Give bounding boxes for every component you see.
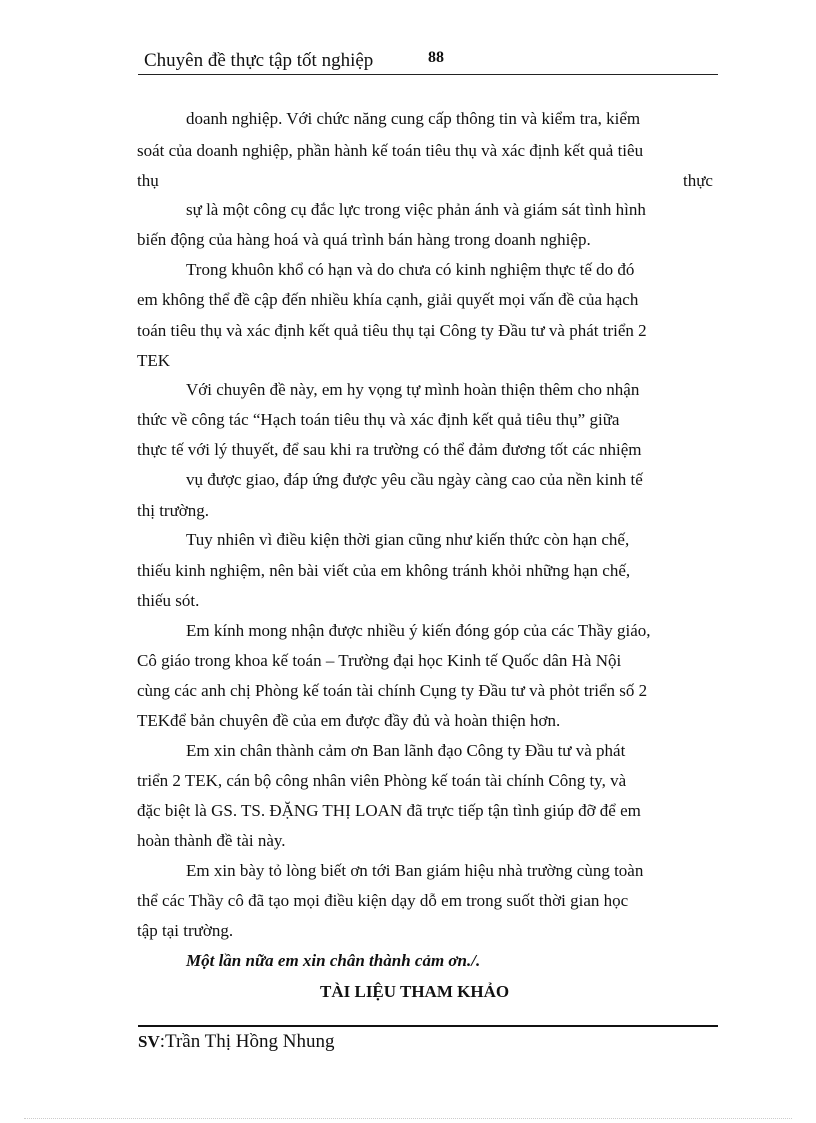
text-line: toán tiêu thụ và xác định kết quả tiêu thụ tại Công ty Đầu tư và phát triển 2 (137, 321, 647, 340)
text-line: thị trường. (137, 501, 210, 520)
page-footer (138, 1031, 334, 1053)
text-line: thiếu sót. (137, 591, 200, 610)
text-line: thực tế với lý thuyết, để sau khi ra trường có thể đảm đương tốt các nhiệm (137, 440, 642, 459)
text-line: biến động của hàng hoá và quá trình bán hàng trong doanh nghiệp. (137, 230, 591, 249)
text-line: hoàn thành đề tài này. (137, 831, 286, 850)
closing-line: Một lần nữa em xin chân thành cảm ơn./. (186, 951, 481, 970)
text-line: thức về công tác “Hạch toán tiêu thụ và xác định kết quả tiêu thụ” giữa (137, 410, 620, 429)
text-line: Với chuyên đề này, em hy vọng tự mình hoàn thiện thêm cho nhận (186, 380, 640, 399)
page-header (138, 48, 718, 75)
text-line: Em kính mong nhận được nhiều ý kiến đóng góp của các Thầy giáo, (186, 621, 651, 640)
text-line: tập tại trường. (137, 921, 234, 940)
text-line: thực (683, 171, 713, 190)
text-line: thiếu kinh nghiệm, nên bài viết của em không tránh khỏi những hạn chế, (137, 561, 631, 580)
text-line: đặc biệt là GS. TS. ĐẶNG THỊ LOAN đã trực tiếp tận tình giúp đỡ để em (137, 801, 641, 820)
page-bottom-edge (24, 1118, 792, 1119)
footer-rule (138, 1025, 718, 1027)
footer-author: :Trần Thị Hồng Nhung (159, 1031, 335, 1052)
text-line: thụ (137, 171, 159, 190)
text-line: cùng các anh chị Phòng kế toán tài chính Cụng ty Đầu tư và phỏt triển số 2 (137, 681, 648, 700)
text-line: em không thể đề cập đến nhiều khía cạnh, giải quyết mọi vấn đề của hạch (137, 290, 639, 309)
text-line: Cô giáo trong khoa kế toán – Trường đại học Kinh tế Quốc dân Hà Nội (137, 651, 622, 670)
text-line: Tuy nhiên vì điều kiện thời gian cũng như kiến thức còn hạn chế, (186, 530, 630, 549)
text-line: sự là một công cụ đắc lực trong việc phản ánh và giám sát tình hình (186, 200, 646, 219)
text-line: doanh nghiệp. Với chức năng cung cấp thông tin và kiểm tra, kiểm (186, 109, 641, 128)
text-line: triển 2 TEK, cán bộ công nhân viên Phòng kế toán tài chính Công ty, và (137, 771, 627, 790)
text-line: Em xin chân thành cảm ơn Ban lãnh đạo Công ty Đầu tư và phát (186, 741, 626, 760)
page-number: 88 (428, 49, 444, 66)
text-line: Em xin bày tỏ lòng biết ơn tới Ban giám hiệu nhà trường cùng toàn (186, 861, 644, 880)
text-line: vụ được giao, đáp ứng được yêu cầu ngày càng cao của nền kinh tế (186, 470, 643, 489)
footer-prefix: SV (138, 1032, 160, 1051)
text-line: thể các Thầy cô đã tạo mọi điều kiện dạy dỗ em trong suốt thời gian học (137, 891, 629, 910)
text-line: soát của doanh nghiệp, phần hành kế toán tiêu thụ và xác định kết quả tiêu (137, 141, 644, 160)
text-line: TEK (137, 351, 171, 370)
text-line: TEKđể bản chuyên đề của em được đầy đủ và hoàn thiện hơn. (137, 711, 561, 730)
text-line: Trong khuôn khổ có hạn và do chưa có kinh nghiệm thực tế do đó (186, 260, 635, 279)
references-heading: TÀI LIỆU THAM KHẢO (320, 982, 510, 1001)
header-title: Chuyên đề thực tập tốt nghiệp (144, 50, 374, 71)
